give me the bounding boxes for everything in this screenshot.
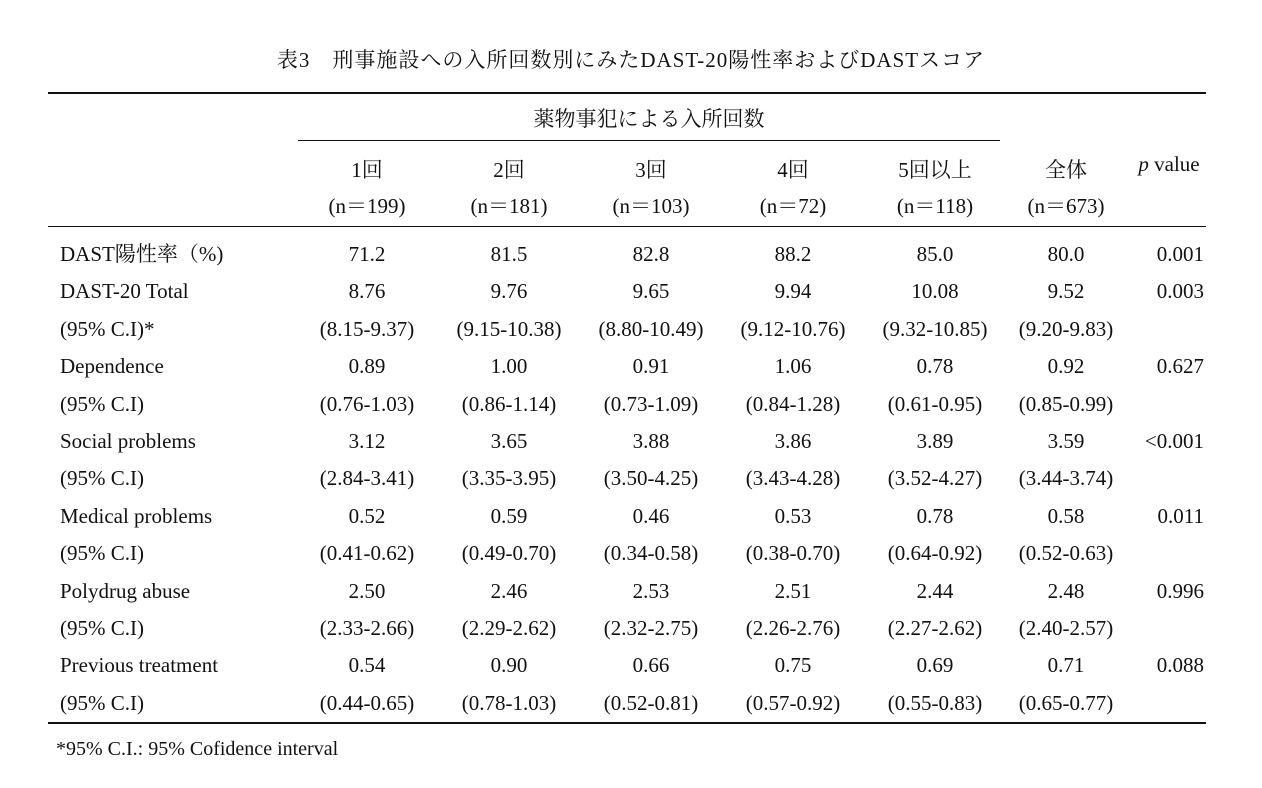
table-cell: 85.0 — [916, 242, 954, 266]
table-cell: (8.80-10.49) — [598, 316, 704, 341]
table-cell: (3.44-3.74) — [1018, 466, 1114, 491]
table-cell: 2.53 — [632, 578, 670, 603]
row-label: (95% C.I)* — [60, 316, 155, 341]
table-cell: 9.52 — [1047, 279, 1085, 304]
table-cell: 0.46 — [632, 503, 670, 528]
pvalue-cell: 0.011 — [1157, 503, 1204, 528]
table-cell: 0.91 — [632, 354, 670, 379]
top-rule — [48, 92, 1206, 94]
table-cell: (0.49-0.70) — [461, 541, 557, 566]
row-label: (95% C.I) — [60, 616, 144, 640]
row-label: Medical problems — [60, 503, 213, 528]
pvalue-cell: 0.003 — [1156, 279, 1204, 304]
table-cell: 0.92 — [1047, 354, 1085, 379]
table-cell: (2.32-2.75) — [603, 616, 699, 640]
table-cell: 0.53 — [774, 503, 812, 528]
table-cell: 81.5 — [490, 242, 528, 266]
column-spanner: 薬物事犯による入所回数 — [533, 107, 765, 131]
table-cell: (0.85-0.99) — [1018, 391, 1114, 416]
table-cell: 3.59 — [1047, 429, 1085, 453]
table-cell: 88.2 — [774, 242, 812, 266]
table-cell: 0.69 — [916, 653, 954, 678]
table-cell: 0.52 — [348, 503, 386, 528]
table-cell: (0.41-0.62) — [319, 541, 415, 566]
table-cell: 1.00 — [490, 354, 528, 379]
col-header-n: (n＝72) — [759, 194, 827, 218]
table-row — [0, 423, 1262, 460]
row-label: Previous treatment — [60, 653, 219, 678]
table-row — [0, 311, 1262, 348]
table-cell: 80.0 — [1047, 242, 1085, 266]
col-header-5 — [864, 152, 1006, 224]
table-cell: 3.88 — [632, 429, 670, 453]
table-cell: 0.75 — [774, 653, 812, 678]
pvalue-p: p — [1138, 152, 1149, 176]
col-header-label: 5回以上 — [898, 158, 972, 182]
table-cell: (3.35-3.95) — [461, 466, 557, 491]
table-cell: (3.50-4.25) — [603, 466, 699, 491]
col-header-label: 1回 — [351, 158, 383, 182]
table-row — [0, 460, 1262, 497]
col-header-total — [1000, 152, 1132, 224]
col-header-3 — [580, 152, 722, 224]
table-row — [0, 685, 1262, 722]
table-cell: 0.89 — [348, 354, 386, 379]
table-cell: (3.52-4.27) — [887, 466, 983, 491]
table-row — [0, 236, 1262, 273]
col-header-n: (n＝199) — [328, 194, 406, 218]
table-cell: (9.15-10.38) — [456, 316, 562, 341]
row-label: Dependence — [60, 354, 164, 379]
table-row — [0, 273, 1262, 310]
pvalue-cell: 0.996 — [1156, 578, 1204, 603]
col-header-n: (n＝118) — [896, 194, 974, 218]
table-cell: (2.40-2.57) — [1018, 616, 1114, 640]
table-row — [0, 348, 1262, 385]
col-header-4 — [722, 152, 864, 224]
table-cell: 0.59 — [490, 503, 528, 528]
table-cell: 3.65 — [490, 429, 528, 453]
table-cell: 0.90 — [490, 653, 528, 678]
table-cell: 3.89 — [916, 429, 954, 453]
table-cell: (0.38-0.70) — [745, 541, 841, 566]
table-cell: (0.65-0.77) — [1018, 690, 1114, 715]
table-cell: 0.71 — [1047, 653, 1085, 678]
table-row — [0, 535, 1262, 572]
table-cell: 0.78 — [916, 354, 954, 379]
table-cell: 3.12 — [348, 429, 386, 453]
col-header-label: 全体 — [1045, 158, 1087, 182]
table-cell: (9.32-10.85) — [882, 316, 988, 341]
table-cell: (0.84-1.28) — [745, 391, 841, 416]
table-cell: (0.57-0.92) — [745, 690, 841, 715]
table-cell: (0.73-1.09) — [603, 391, 699, 416]
pvalue-cell: 0.627 — [1156, 354, 1204, 379]
row-label: Polydrug abuse — [60, 578, 191, 603]
table-cell: (0.78-1.03) — [461, 690, 557, 715]
table-title: 表3 刑事施設への入所回数別にみたDAST-20陽性率およびDASTスコア — [276, 48, 986, 72]
table-cell: (0.34-0.58) — [603, 541, 699, 566]
table-cell: 82.8 — [632, 242, 670, 266]
table-cell: 2.50 — [348, 578, 386, 603]
table-cell: 8.76 — [348, 279, 386, 304]
table-row — [0, 498, 1262, 535]
table-row — [0, 610, 1262, 647]
col-header-2 — [438, 152, 580, 224]
table-row — [0, 647, 1262, 684]
row-label: (95% C.I) — [60, 466, 144, 491]
table-cell: 9.76 — [490, 279, 528, 304]
table-cell: 2.51 — [774, 578, 812, 603]
col-header-n: (n＝103) — [612, 194, 690, 218]
col-header-label: 3回 — [635, 158, 667, 182]
table-cell: (2.84-3.41) — [319, 466, 415, 491]
table-cell: (0.52-0.63) — [1018, 541, 1114, 566]
col-header-label: 2回 — [493, 158, 525, 182]
table-cell: 2.48 — [1047, 578, 1085, 603]
table-cell: (0.76-1.03) — [319, 391, 415, 416]
table-cell: (0.44-0.65) — [319, 690, 415, 715]
table-row — [0, 386, 1262, 423]
table-cell: 10.08 — [911, 279, 959, 304]
table-cell: 0.78 — [916, 503, 954, 528]
header-rule — [48, 226, 1206, 227]
table-cell: (9.20-9.83) — [1018, 316, 1114, 341]
row-label: DAST陽性率（%) — [60, 242, 224, 266]
col-header-1 — [296, 152, 438, 224]
row-label: Social problems — [60, 429, 196, 453]
pvalue-cell: 0.001 — [1156, 242, 1204, 266]
row-label: (95% C.I) — [60, 541, 144, 566]
col-header-pvalue — [1126, 152, 1212, 177]
col-header-n: (n＝673) — [1027, 194, 1105, 218]
table-cell: (2.27-2.62) — [887, 616, 983, 640]
row-label: DAST-20 Total — [60, 279, 189, 304]
table-cell: 71.2 — [348, 242, 386, 266]
col-header-n: (n＝181) — [470, 194, 548, 218]
table-cell: (0.61-0.95) — [887, 391, 983, 416]
table-cell: (0.86-1.14) — [461, 391, 557, 416]
table-cell: (2.29-2.62) — [461, 616, 557, 640]
spanner-rule — [298, 140, 1000, 141]
pvalue-cell: <0.001 — [1144, 429, 1204, 453]
table-cell: 0.54 — [348, 653, 386, 678]
bottom-rule — [48, 722, 1206, 724]
table-cell: 9.65 — [632, 279, 670, 304]
table-cell: (0.64-0.92) — [887, 541, 983, 566]
table-cell: (0.55-0.83) — [887, 690, 983, 715]
table-cell: 0.58 — [1047, 503, 1085, 528]
table-cell: 1.06 — [774, 354, 812, 379]
table-cell: (8.15-9.37) — [319, 316, 415, 341]
table-cell: (0.52-0.81) — [603, 690, 699, 715]
pvalue-cell: 0.088 — [1156, 653, 1204, 678]
table-cell: (2.26-2.76) — [745, 616, 841, 640]
table-row — [0, 573, 1262, 610]
table-cell: 2.44 — [916, 578, 954, 603]
pvalue-word: value — [1148, 152, 1200, 176]
table-cell: 2.46 — [490, 578, 528, 603]
table-cell: 9.94 — [774, 279, 812, 304]
row-label: (95% C.I) — [60, 690, 144, 715]
table-cell: (3.43-4.28) — [745, 466, 841, 491]
col-header-label: 4回 — [777, 158, 809, 182]
table-cell: 3.86 — [774, 429, 812, 453]
table-cell: (9.12-10.76) — [740, 316, 846, 341]
row-label: (95% C.I) — [60, 391, 144, 416]
table-cell: (2.33-2.66) — [319, 616, 415, 640]
table-cell: 0.66 — [632, 653, 670, 678]
footnote: *95% C.I.: 95% Cofidence interval — [56, 738, 339, 760]
